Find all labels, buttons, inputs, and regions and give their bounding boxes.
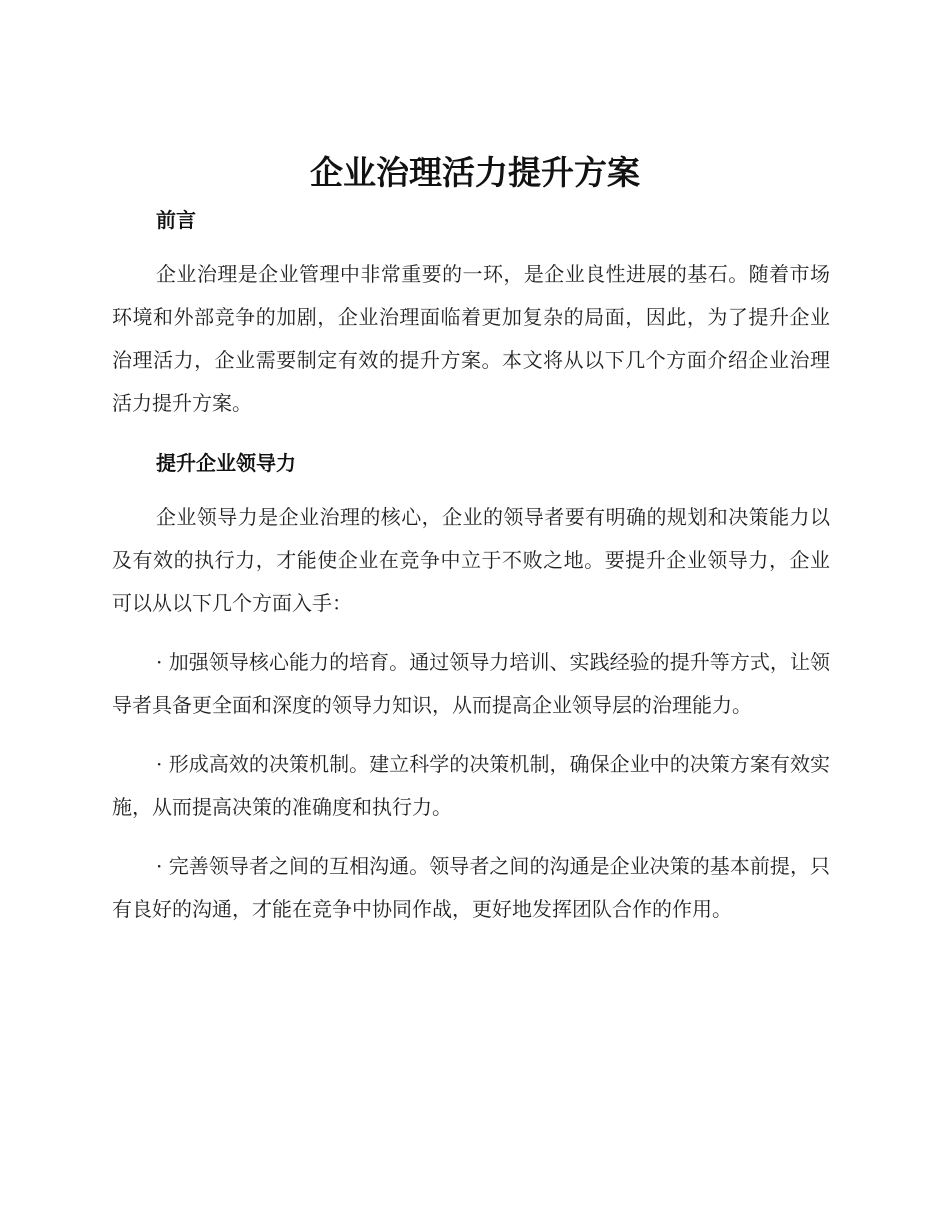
section-heading-leadership: 提升企业领导力 [156,451,296,475]
bullet-item-communication: · 完善领导者之间的互相沟通。领导者之间的沟通是企业决策的基本前提，只有良好的沟通，才能在竞争中协同作战，更好地发挥团队合作的作用。 [112,854,830,921]
paragraph-preface: 企业治理是企业管理中非常重要的一环，是企业良性进展的基石。随着市场环境和外部竞争的加剧，企业治理面临着更加复杂的局面，因此，为了提升企业治理活力，企业需要制定有效的提升方案。本文将从以下几个方面介绍企业治理活力提升方案。 [112,262,830,415]
document-title: 企业治理活力提升方案 [310,153,640,192]
document-body [112,199,830,931]
bullet-item-core-ability: · 加强领导核心能力的培育。通过领导力培训、实践经验的提升等方式，让领导者具备更全面和深度的领导力知识，从而提高企业领导层的治理能力。 [112,650,830,717]
section-heading-preface: 前言 [156,208,196,232]
bullet-item-decision-mechanism: · 形成高效的决策机制。建立科学的决策机制，确保企业中的决策方案有效实施，从而提高决策的准确度和执行力。 [112,752,830,819]
paragraph-leadership-intro: 企业领导力是企业治理的核心，企业的领导者要有明确的规划和决策能力以及有效的执行力，才能使企业在竞争中立于不败之地。要提升企业领导力，企业可以从以下几个方面入手： [112,505,830,615]
